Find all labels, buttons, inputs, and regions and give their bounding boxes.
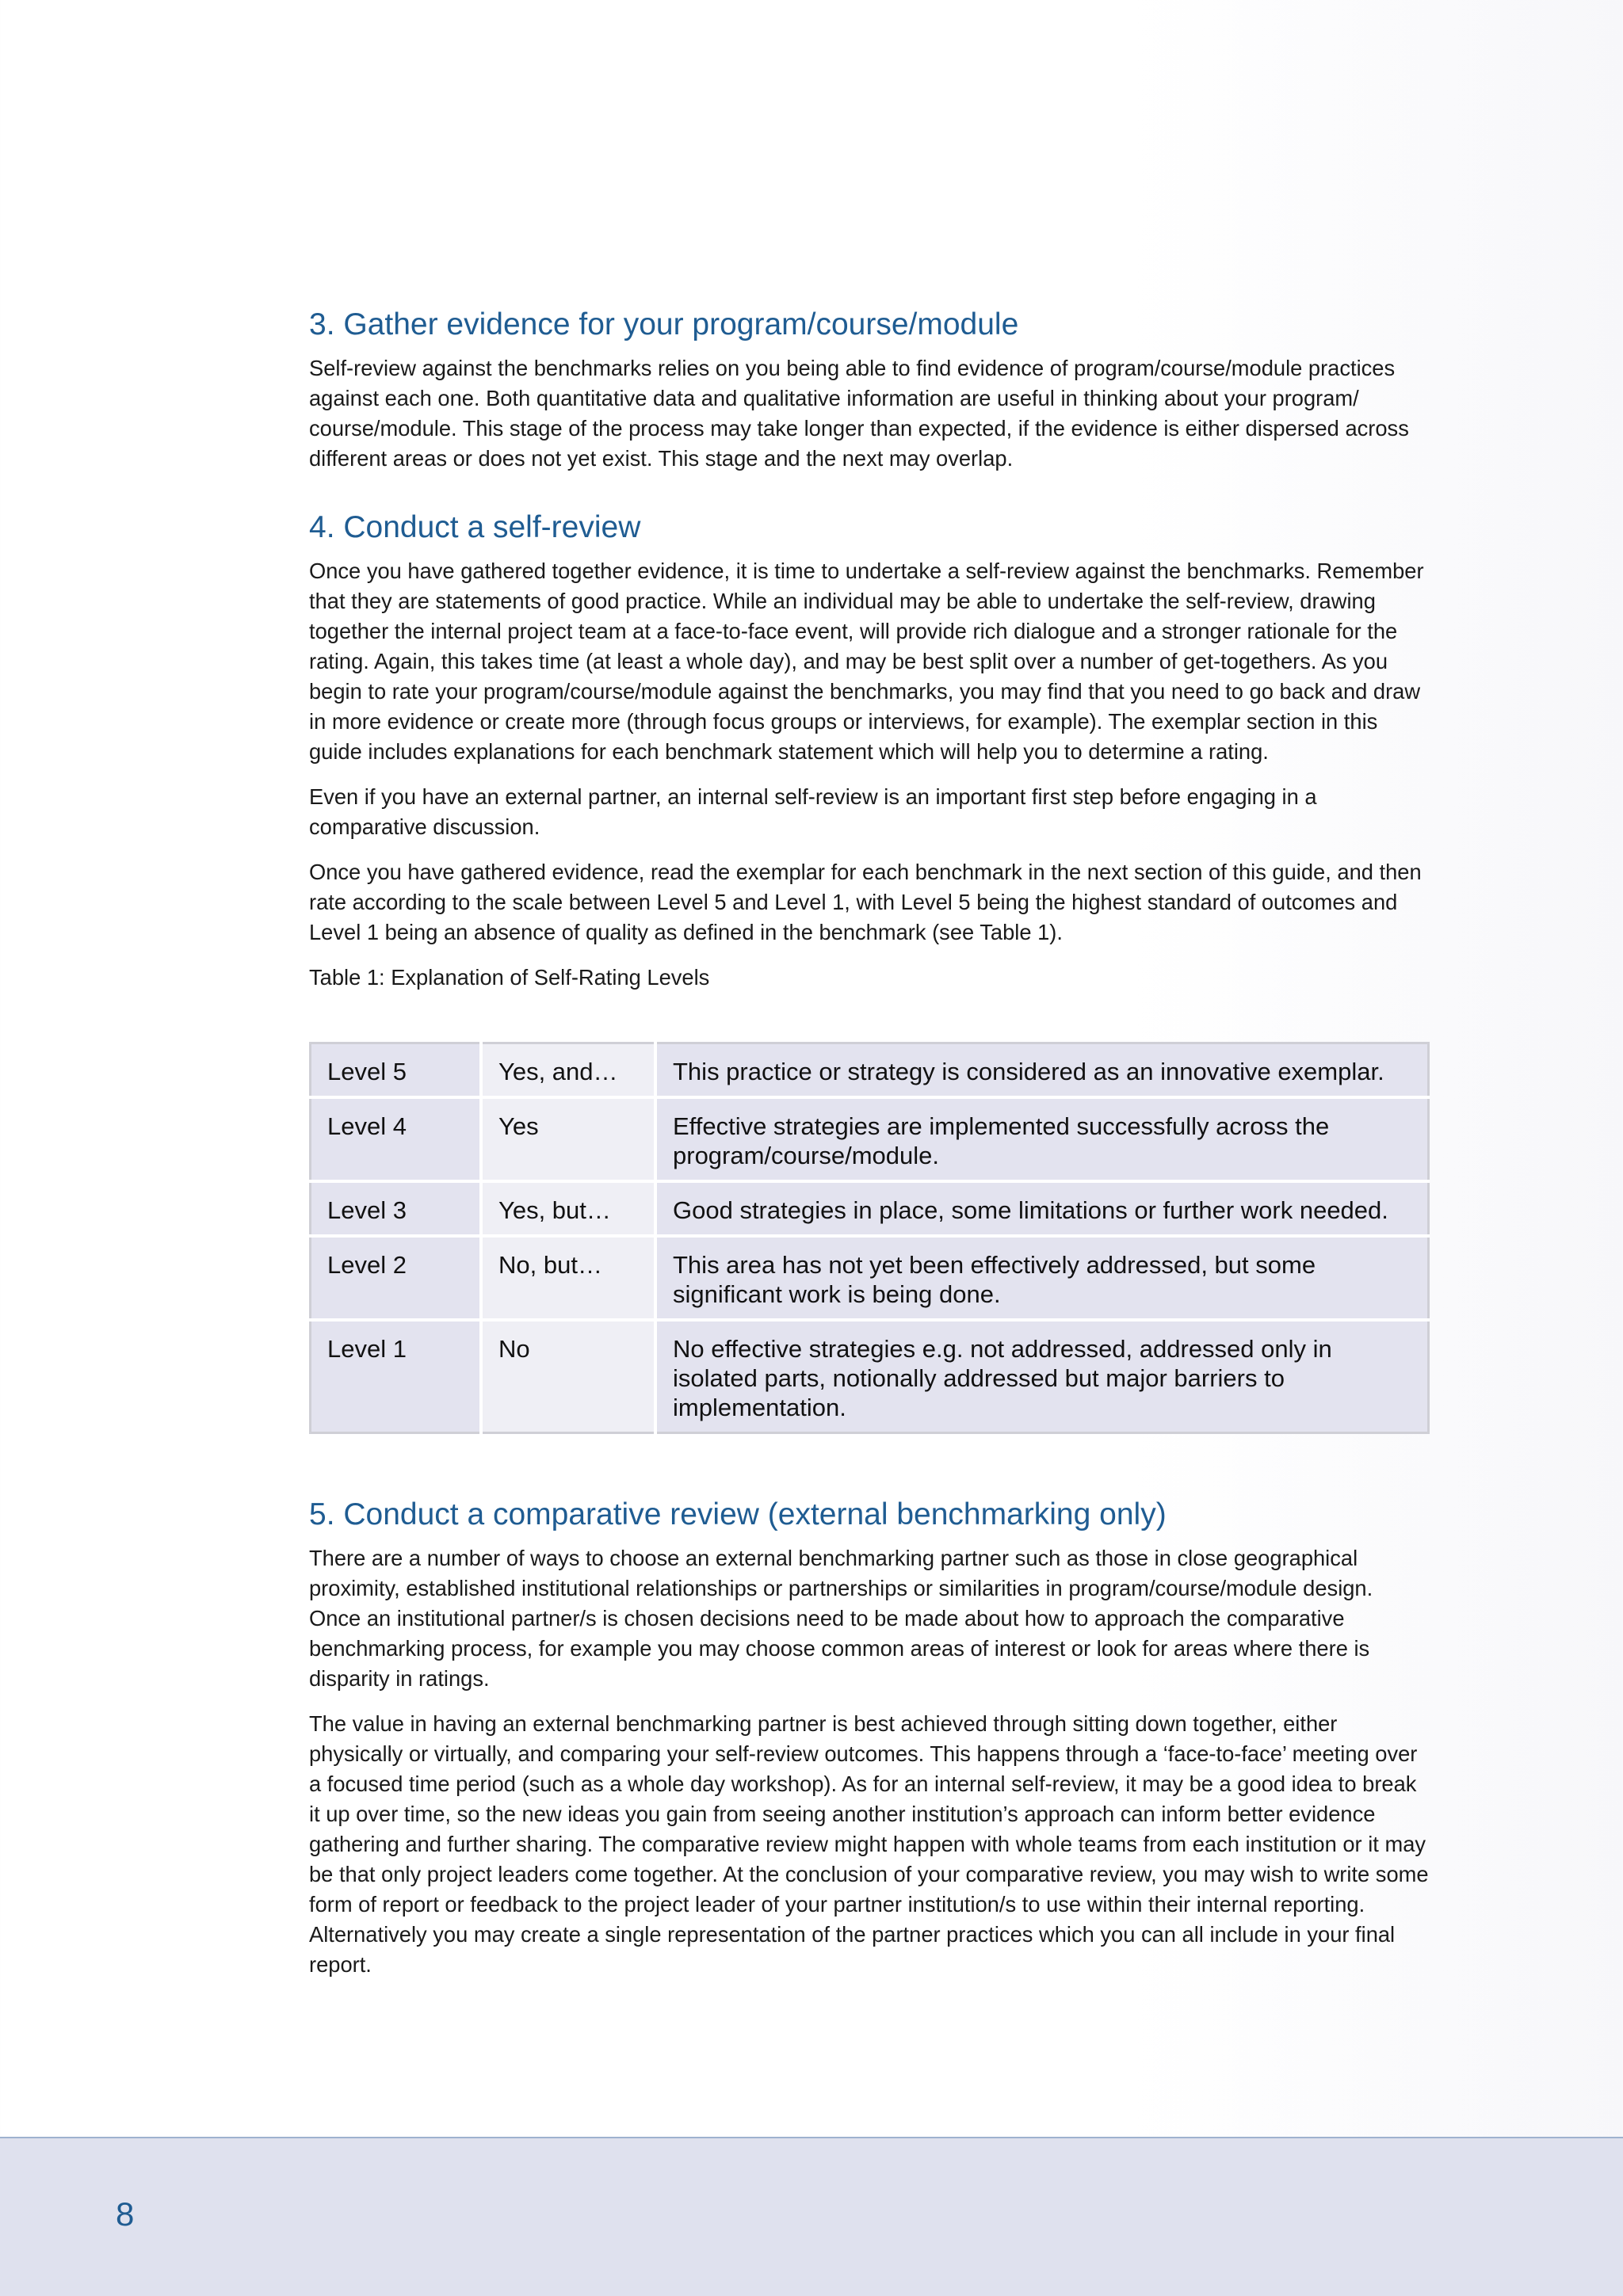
section-heading: 4. Conduct a self-review — [309, 510, 641, 544]
page-content — [309, 304, 1430, 2013]
page-footer — [0, 2137, 1623, 2296]
paragraph: Self-review against the benchmarks relies on you being able to find evidence of program/course/module practices against each one. Both quantitative data and qualitative information are useful in thinking about your program/ course/module. This stage of the process may take longer than expected, if the evidence is either dispersed across different areas or does not yet exist. This stage and the next may overlap. — [309, 356, 1409, 471]
description-cell: Effective strategies are implemented successfully across the program/course/module. — [655, 1097, 1429, 1181]
level-cell: Level 1 — [311, 1320, 482, 1433]
level-cell: Level 2 — [311, 1236, 482, 1320]
section-comparative-review — [309, 1494, 1430, 1980]
table-caption: Table 1: Explanation of Self-Rating Levels — [309, 965, 710, 990]
answer-cell: Yes — [481, 1097, 655, 1181]
paragraph: Even if you have an external partner, an internal self-review is an important first step before engaging in a comparative discussion. — [309, 784, 1317, 839]
description-cell: This area has not yet been effectively addressed, but some significant work is being done. — [655, 1236, 1429, 1320]
answer-cell: No — [481, 1320, 655, 1433]
answer-cell: Yes, but… — [481, 1181, 655, 1236]
section-heading: 5. Conduct a comparative review (external benchmarking only) — [309, 1497, 1167, 1531]
self-rating-levels-table — [309, 1042, 1430, 1434]
table-row — [311, 1236, 1429, 1320]
section-gather-evidence — [309, 304, 1430, 474]
level-cell: Level 4 — [311, 1097, 482, 1181]
level-cell: Level 5 — [311, 1043, 482, 1098]
description-cell: No effective strategies e.g. not addressed, addressed only in isolated parts, notionally addressed but major barriers to implementation. — [655, 1320, 1429, 1433]
section-self-review — [309, 507, 1430, 1434]
description-cell: This practice or strategy is considered as an innovative exemplar. — [655, 1043, 1429, 1098]
level-cell: Level 3 — [311, 1181, 482, 1236]
page-number: 8 — [116, 2195, 135, 2233]
paragraph: Once you have gathered together evidence, it is time to undertake a self-review against the benchmarks. Remember that they are statements of good practice. While an individual may be able to undertake the self-review, drawing together the internal project team at a face-to-face event, will provide rich dialogue and a stronger rationale for the rating. Again, this takes time (at least a whole day), and may be best split over a number of get-togethers. As you begin to rate your program/course/module against the benchmarks, you may find that you need to go back and draw in more evidence or create more (through focus groups or interviews, for example). The exemplar section in this guide includes explanations for each benchmark statement which will help you to determine a rating. — [309, 559, 1424, 764]
paragraph: There are a number of ways to choose an external benchmarking partner such as those in close geographical proximity, established institutional relationships or partnerships or similarities in program/course/module design. Once an institutional partner/s is chosen decisions need to be made about how to approach the comparative benchmarking process, for example you may choose common areas of interest or look for areas where there is disparity in ratings. — [309, 1546, 1373, 1691]
paragraph: Once you have gathered evidence, read the exemplar for each benchmark in the next section of this guide, and then rate according to the scale between Level 5 and Level 1, with Level 5 being the highest standard of outcomes and Level 1 being an absence of quality as defined in the benchmark (see Table 1). — [309, 860, 1422, 944]
description-cell: Good strategies in place, some limitations or further work needed. — [655, 1181, 1429, 1236]
answer-cell: No, but… — [481, 1236, 655, 1320]
table-row — [311, 1181, 1429, 1236]
paragraph: The value in having an external benchmarking partner is best achieved through sitting down together, either physically or virtually, and comparing your self-review outcomes. This happens through a ‘face-to-face’ meeting over a focused time period (such as a whole day workshop). As for an internal self-review, it may be a good idea to break it up over time, so the new ideas you gain from seeing another institution’s approach can inform better evidence gathering and further sharing. The comparative review might happen with whole teams from each institution or it may be that only project leaders come together. At the conclusion of your comparative review, you may wish to write some form of report or feedback to the project leader of your partner institution/s to use within their internal reporting. Alternatively you may create a single representation of the partner practices which you can all include in your final report. — [309, 1711, 1429, 1977]
section-heading: 3. Gather evidence for your program/course/module — [309, 307, 1019, 341]
answer-cell: Yes, and… — [481, 1043, 655, 1098]
table-row — [311, 1320, 1429, 1433]
table-row — [311, 1043, 1429, 1098]
table-row — [311, 1097, 1429, 1181]
